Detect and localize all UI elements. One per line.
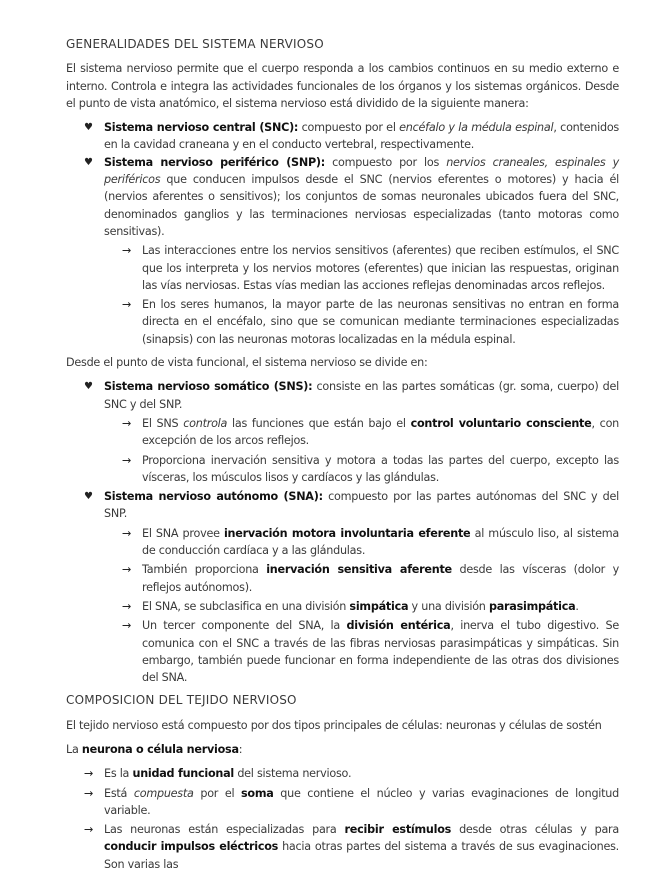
- term-sna: Sistema nervioso autónomo (SNA):: [104, 490, 323, 504]
- emphasis: encéfalo y la médula espinal: [399, 121, 554, 135]
- text: desde otras células y para: [451, 823, 620, 837]
- bold-text: parasimpática: [488, 599, 576, 613]
- list-item: [142, 598, 619, 615]
- bold-text: recibir estímulos: [344, 823, 452, 837]
- bold-text: conducir impulsos eléctricos: [104, 840, 279, 854]
- text: Está: [104, 786, 134, 800]
- tejido-paragraph: El tejido nervioso está compuesto por dos tipos principales de células: neuronas y células de sostén: [66, 718, 602, 732]
- bold-text: neurona o célula nerviosa: [81, 742, 239, 756]
- functional-intro: Desde el punto de vista funcional, el sistema nervioso se divide en:: [66, 356, 428, 370]
- text: , contenidos en la cavidad craneana y en el conducto vertebral, respectivamente.: [104, 121, 619, 152]
- neurona-list: [66, 765, 619, 873]
- text: El SNA provee: [142, 526, 224, 540]
- emphasis: nervios craneales, espinales y periféricos: [104, 155, 619, 187]
- neurona-heading: [66, 741, 619, 758]
- text: que conducen impulsos desde el SNC (nervios eferentes o motores) y hacia él (nervios aferentes o sensitivos); los conjuntos de somas neuronales ubicados fuera del SNC, denominados ganglios y las terminaciones nerviosas especializadas (tanto motoras como sensitivas).: [104, 173, 619, 238]
- text: compuesto por el: [298, 121, 400, 135]
- list-item-sna: [104, 488, 619, 686]
- term-snc: Sistema nervioso central (SNC):: [104, 121, 299, 135]
- anatomic-division-list: [66, 119, 619, 348]
- snp-sublist: [104, 242, 619, 348]
- bold-text: control voluntario consciente: [410, 416, 592, 430]
- functional-division-list: [66, 378, 619, 686]
- list-item: [104, 821, 619, 873]
- text: que contiene el núcleo y varias evaginaciones de longitud variable.: [104, 786, 619, 817]
- text: desde las vísceras (dolor y reflejos autónomos).: [142, 563, 619, 594]
- text: Un tercer componente del SNA, la: [142, 619, 347, 633]
- sna-sublist: [104, 525, 619, 687]
- bold-text: simpática: [349, 599, 409, 613]
- list-item: → En los seres humanos, la mayor parte de las neuronas sensitivas no entran en forma directa en el encéfalo, sino que se comunican mediante terminaciones especializadas (sinapsis) con las neuronas motoras localizadas en la médula espinal.: [142, 296, 619, 348]
- text: , inerva el tubo digestivo. Se comunica con el SNC a través de las fibras nerviosas parasimpáticas y simpáticas. Sin embargo, también puede funcionar en forma independiente de las otras dos divisiones del SNA.: [142, 619, 619, 685]
- text: al músculo liso, al sistema de conducción cardíaca y a las glándulas.: [142, 526, 619, 558]
- bold-text: soma: [241, 786, 274, 800]
- text: El SNA, se subclasifica en una división: [142, 599, 350, 613]
- bold-text: división entérica: [346, 619, 451, 633]
- list-item: → Proporciona inervación sensitiva y motora a todas las partes del cuerpo, excepto las vísceras, los músculos lisos y cardíacos y las glándulas.: [142, 452, 619, 487]
- term-sns: Sistema nervioso somático (SNS):: [104, 380, 313, 394]
- list-item-snc: [104, 119, 619, 154]
- text: del sistema nervioso.: [234, 767, 352, 781]
- list-item: → Las interacciones entre los nervios sensitivos (aferentes) que reciben estímulos, el SNC que los interpreta y los nervios motores (eferentes) que inician las respuestas, originan las vías nerviosas. Estas vías median las acciones reflejas denominadas arcos reflejos.: [142, 242, 619, 294]
- text: y una división: [408, 599, 489, 613]
- text: las funciones que están bajo el: [227, 416, 411, 430]
- list-item: [142, 415, 619, 450]
- emphasis: controla: [183, 416, 228, 430]
- bold-text: inervación sensitiva aferente: [266, 563, 452, 577]
- text: hacia otras partes del sistema a través de sus evaginaciones. Son varias las: [104, 840, 619, 871]
- text: .: [575, 599, 579, 613]
- text: , con excepción de los arcos reflejos.: [142, 416, 620, 448]
- text: Es la: [104, 767, 133, 781]
- text: El SNS: [142, 416, 184, 430]
- sns-sublist: [104, 415, 619, 486]
- text: consiste en las partes somáticas (gr. soma, cuerpo) del SNC y del SNP.: [104, 380, 619, 411]
- text: :: [238, 742, 243, 756]
- list-item-snp: [104, 154, 619, 348]
- section-title-generalidades: GENERALIDADES DEL SISTEMA NERVIOSO: [66, 37, 324, 51]
- bold-text: unidad funcional: [132, 767, 235, 781]
- term-snp: Sistema nervioso periférico (SNP):: [104, 155, 326, 169]
- intro-paragraph: El sistema nervioso permite que el cuerpo responda a los cambios continuos en su medio externo e interno. Controla e integra las actividades funcionales de los órganos y los sistemas orgánicos. Desde el punto de vista anatómico, el sistema nervioso está dividido de la siguiente manera:: [66, 62, 619, 110]
- bold-text: inervación motora involuntaria eferente: [223, 526, 471, 540]
- list-item: [142, 525, 619, 560]
- text: compuesto por las partes autónomas del SNC y del SNP.: [104, 490, 619, 521]
- text: por el: [193, 786, 242, 800]
- text: compuesto por los: [325, 155, 447, 169]
- list-item: [104, 785, 619, 820]
- list-item-sns: [104, 378, 619, 486]
- text: También proporciona: [142, 563, 267, 577]
- section-title-composicion: COMPOSICION DEL TEJIDO NERVIOSO: [66, 693, 297, 708]
- text: Las neuronas están especializadas para: [104, 823, 345, 837]
- list-item: [142, 561, 619, 596]
- text: La: [66, 742, 82, 756]
- list-item: [142, 617, 619, 686]
- emphasis: compuesta: [133, 786, 194, 800]
- list-item: [104, 765, 619, 782]
